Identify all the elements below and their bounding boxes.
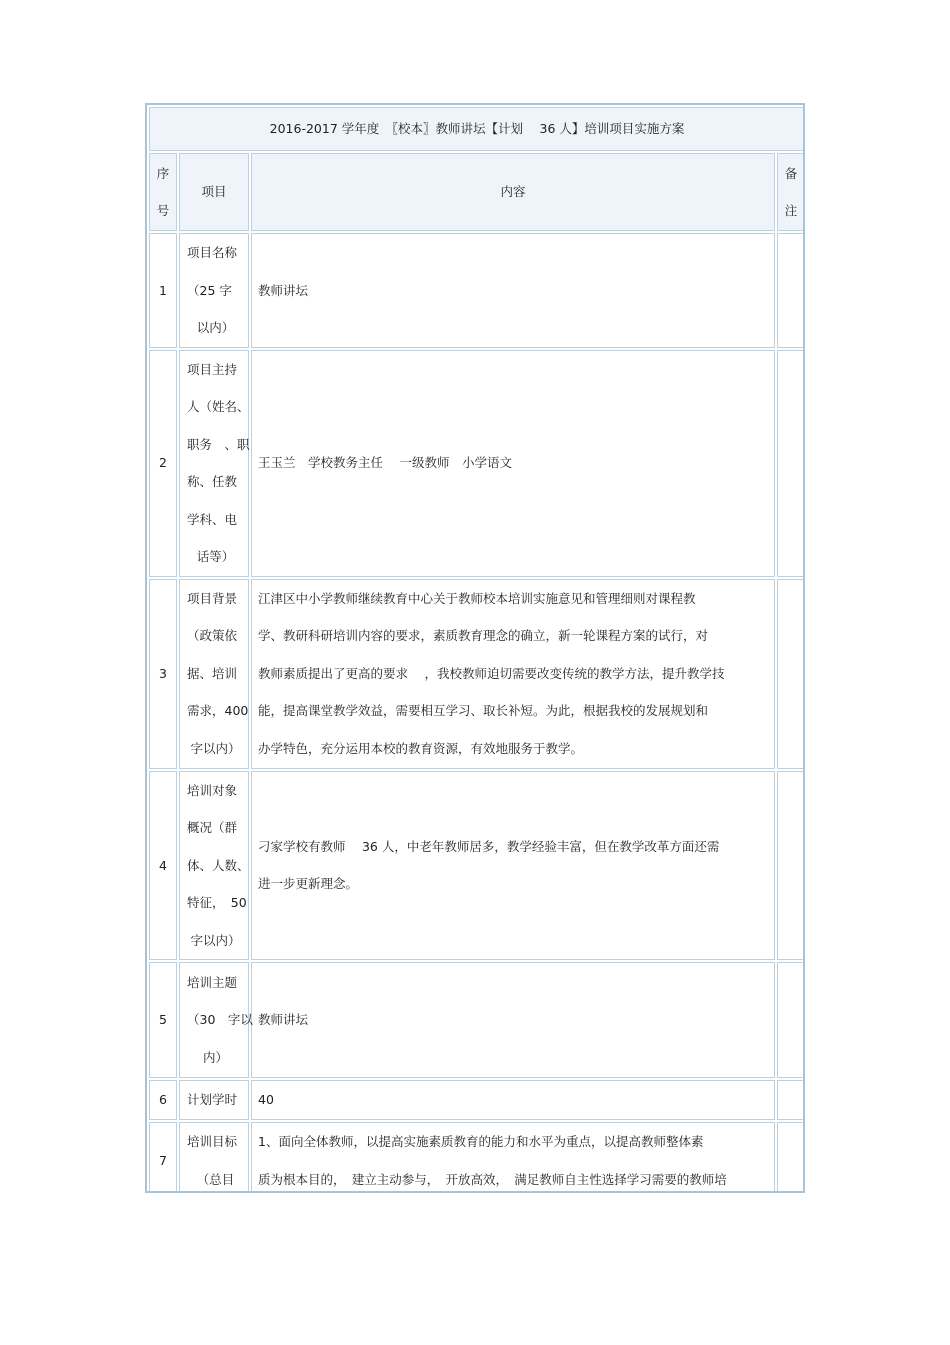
content-line: 40 xyxy=(258,1092,274,1108)
plan-table xyxy=(147,105,805,1193)
row-note xyxy=(777,1080,805,1120)
header-no: 序 号 xyxy=(149,153,177,231)
row-number: 4 xyxy=(149,771,177,961)
item-line: 学科、电 xyxy=(187,511,238,527)
row-note xyxy=(777,1122,805,1193)
content-line: 能，提高课堂教学效益，需要相互学习、取长补短。为此，根据我校的发展规划和 xyxy=(258,703,709,719)
item-line: 字以内） xyxy=(190,932,241,948)
row-content xyxy=(251,1122,775,1193)
item-line: 培训对象 xyxy=(187,782,238,798)
item-line: 培训主题 xyxy=(187,974,238,990)
content-line: 教师讲坛 xyxy=(258,282,309,298)
row-content xyxy=(251,962,775,1078)
row-item xyxy=(179,1122,249,1193)
table-title: 2016-2017 学年度 〖校本〗教师讲坛【计划 36 人】培训项目实施方案 xyxy=(149,107,805,151)
item-line: 计划学时 xyxy=(187,1092,238,1108)
header-item: 项目 xyxy=(179,153,249,231)
row-item xyxy=(179,771,249,961)
item-line: 据、培训 xyxy=(187,665,238,681)
item-line: 人（姓名、 xyxy=(187,399,250,414)
row-number: 2 xyxy=(149,350,177,577)
table-row xyxy=(149,1122,805,1193)
item-line: （总目 xyxy=(196,1171,235,1187)
content-line: 质为根本目的， 建立主动参与， 开放高效， 满足教师自主性选择学习需要的教师培 xyxy=(258,1171,727,1187)
row-item xyxy=(179,579,249,769)
document-table-frame xyxy=(145,103,805,1193)
row-item xyxy=(179,233,249,348)
content-line: 王玉兰 学校教务主任 一级教师 小学语文 xyxy=(258,455,512,471)
table-row xyxy=(149,350,805,577)
row-note xyxy=(777,350,805,577)
table-row xyxy=(149,233,805,348)
content-line: 教师讲坛 xyxy=(258,1012,309,1028)
content-line: 教师素质提出了更高的要求 ，我校教师迫切需要改变传统的教学方法，提升教学技 xyxy=(258,665,725,681)
item-line: 培训目标 xyxy=(187,1134,238,1149)
content-line: 刁家学校有教师 36 人，中老年教师居多，教学经验丰富，但在教学改革方面还需 xyxy=(258,838,720,854)
item-line: 职务 、职 xyxy=(187,436,250,452)
table-row xyxy=(149,1080,805,1120)
content-line: 江津区中小学教师继续教育中心关于教师校本培训实施意见和管理细则对课程教 xyxy=(258,590,696,606)
row-content xyxy=(251,1080,775,1120)
content-line: 进一步更新理念。 xyxy=(258,876,359,892)
item-line: （30 字以 xyxy=(187,1012,253,1028)
row-note xyxy=(777,962,805,1078)
row-number: 3 xyxy=(149,579,177,769)
header-content: 内容 xyxy=(251,153,775,231)
table-row xyxy=(149,579,805,769)
row-note xyxy=(777,579,805,769)
row-item xyxy=(179,962,253,1078)
row-number: 5 xyxy=(149,962,177,1078)
header-row xyxy=(149,153,805,231)
table-row xyxy=(149,962,805,1078)
row-note xyxy=(777,233,805,348)
row-number: 7 xyxy=(149,1122,177,1193)
content-line: 学、教研科研培训内容的要求，素质教育理念的确立，新一轮课程方案的试行，对 xyxy=(258,628,709,644)
item-line: 概况（群 xyxy=(187,820,238,835)
row-number: 1 xyxy=(149,233,177,348)
row-content xyxy=(251,771,775,961)
row-note xyxy=(777,771,805,961)
item-line: 需求，400 xyxy=(187,703,249,719)
header-note: 备 注 xyxy=(777,153,805,231)
row-item xyxy=(179,1080,249,1120)
item-line: （25 字 xyxy=(187,282,232,298)
item-line: 称、任教 xyxy=(187,474,238,489)
item-line: 字以内） xyxy=(190,740,241,756)
row-content xyxy=(251,350,775,577)
item-line: 项目名称 xyxy=(187,245,238,260)
item-line: 项目背景 xyxy=(187,590,238,606)
content-line: 1、面向全体教师，以提高实施素质教育的能力和水平为重点，以提高教师整体素 xyxy=(258,1134,704,1149)
item-line: 特征， 50 xyxy=(187,895,247,910)
item-line: 以内） xyxy=(196,320,235,335)
row-content xyxy=(251,233,775,348)
table-row xyxy=(149,771,805,961)
item-line: 内） xyxy=(202,1049,228,1065)
item-line: 体、人数、 xyxy=(187,857,250,873)
item-line: 话等） xyxy=(196,549,235,564)
item-line: （政策依 xyxy=(187,628,238,644)
item-line: 项目主持 xyxy=(187,361,238,377)
row-number: 6 xyxy=(149,1080,177,1120)
content-line: 办学特色，充分运用本校的教育资源，有效地服务于教学。 xyxy=(258,740,584,756)
row-item xyxy=(179,350,249,577)
row-content xyxy=(251,579,775,769)
